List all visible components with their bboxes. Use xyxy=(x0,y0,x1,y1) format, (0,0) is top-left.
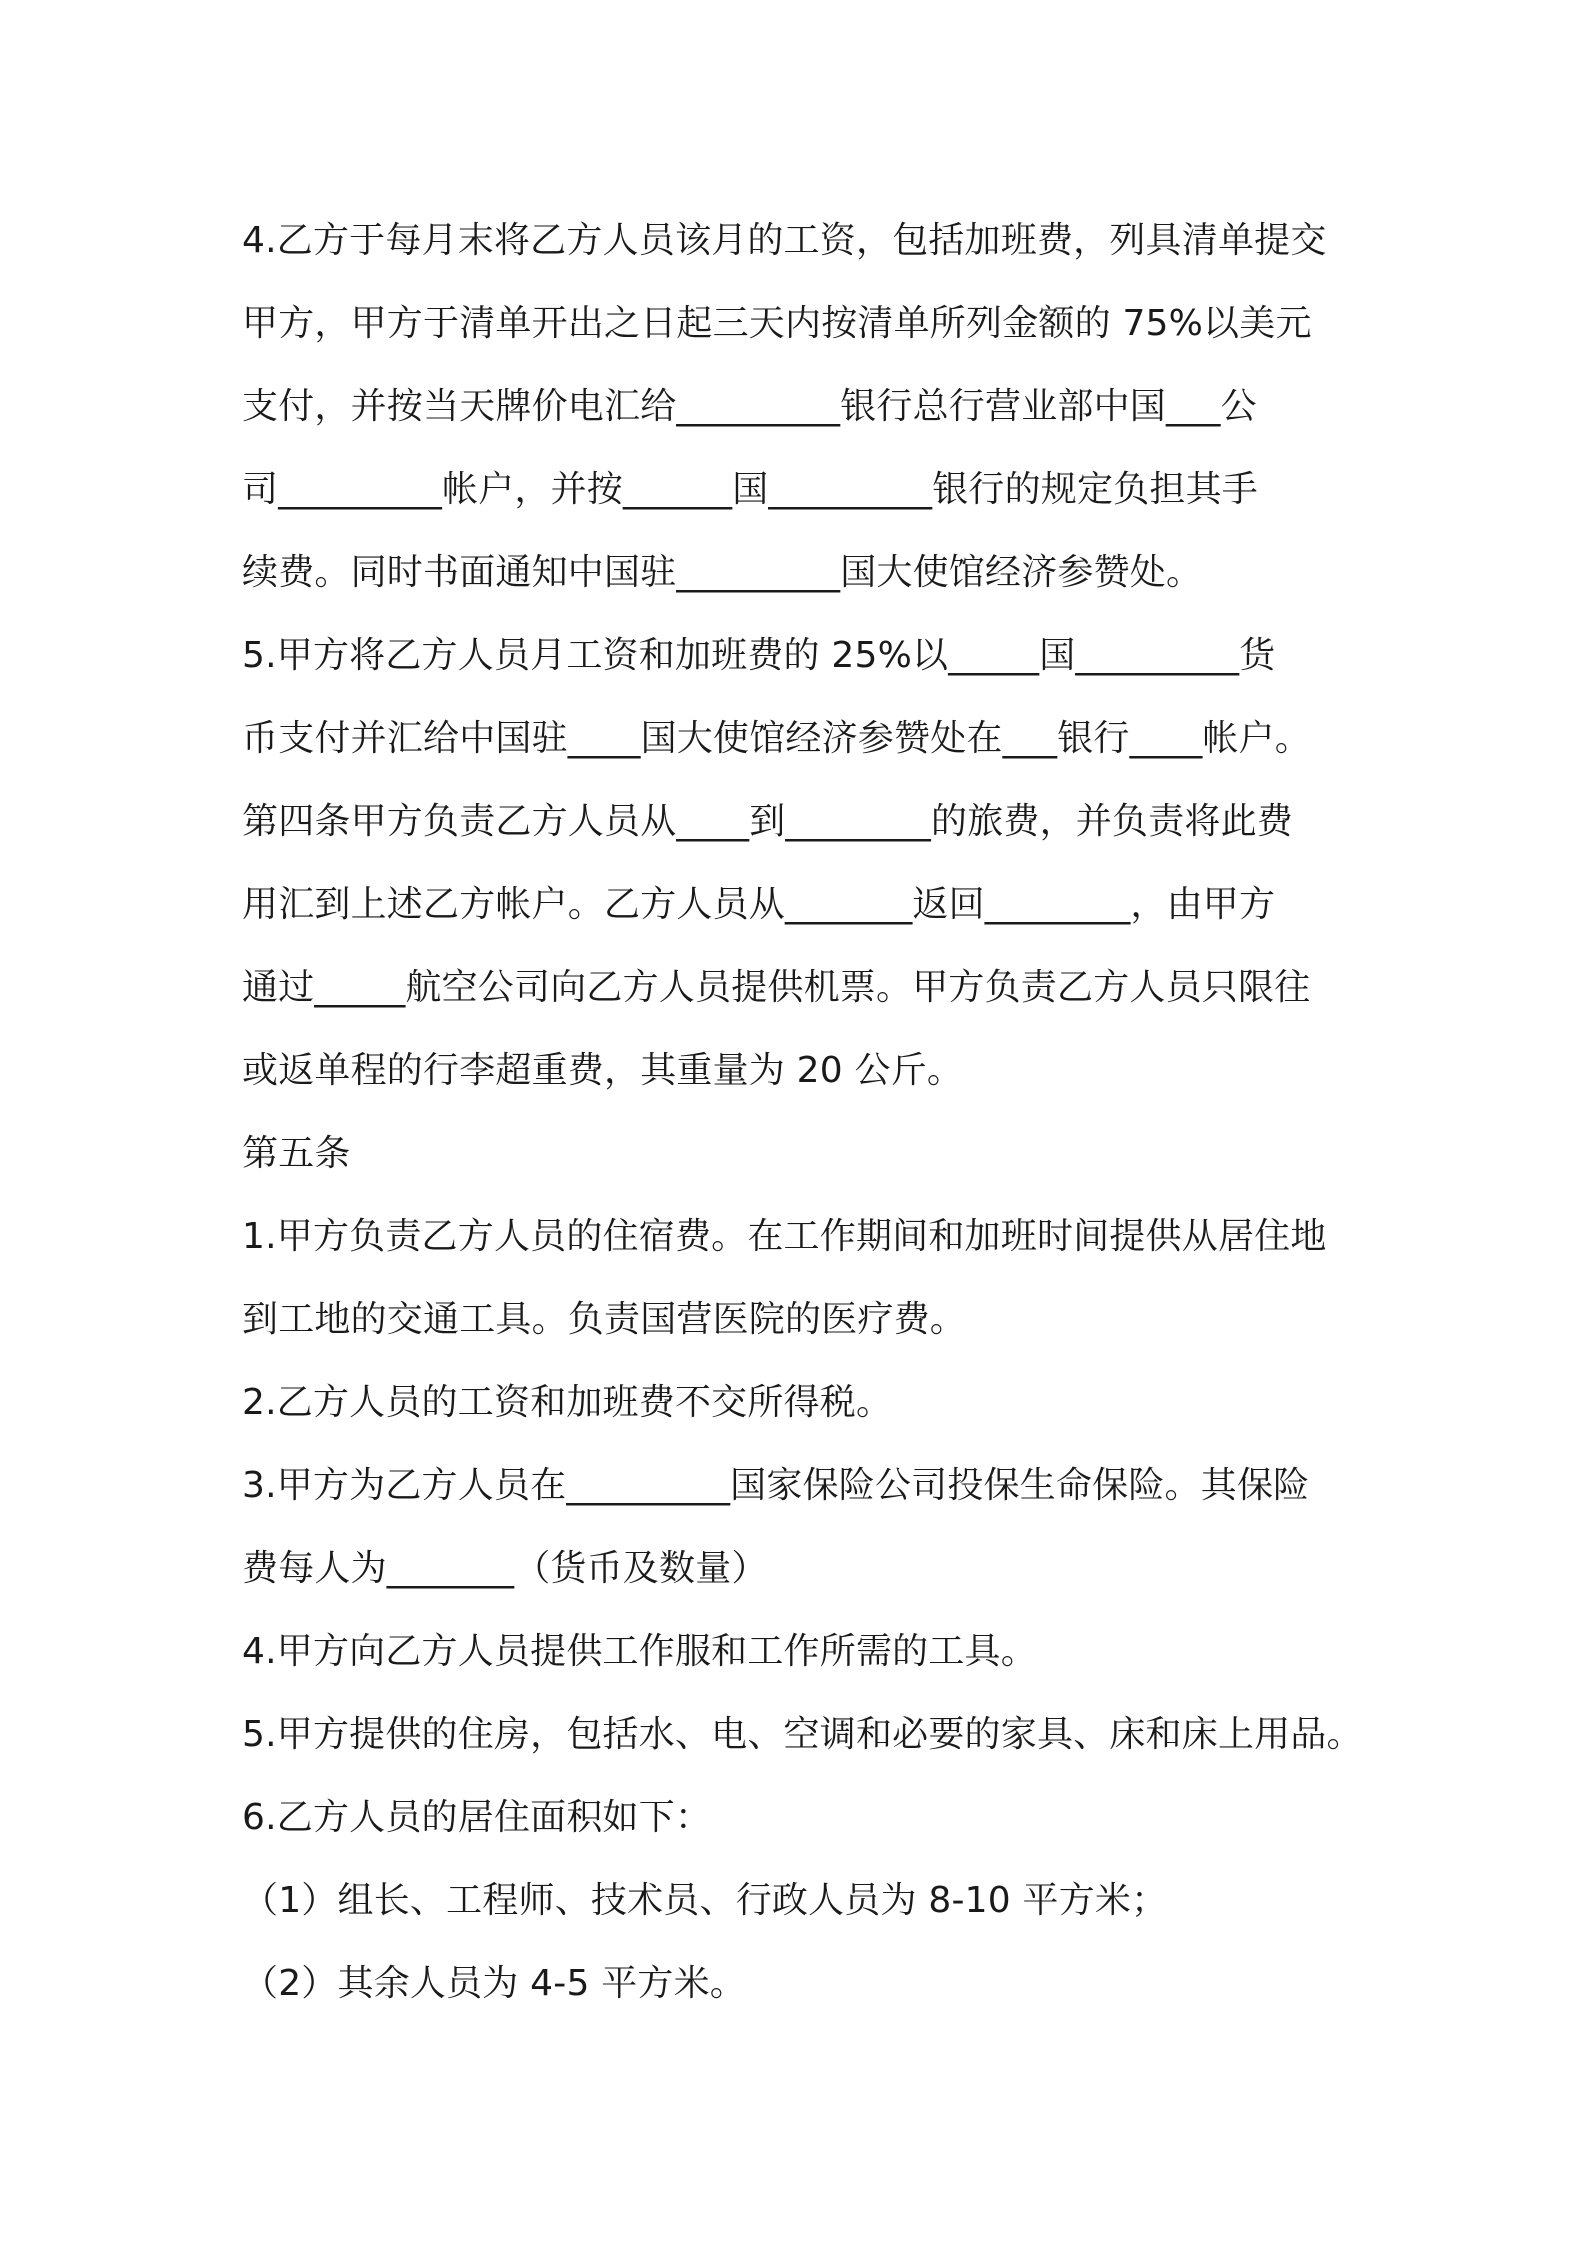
text-line: 第五条 xyxy=(242,1133,351,1174)
paragraph-clause4 xyxy=(242,780,1362,1112)
text-line: 5.甲方将乙方人员月工资和加班费的 25%以_____国_________货 xyxy=(242,635,1276,676)
paragraph-clause5-item4 xyxy=(242,1610,1362,1693)
paragraph-clause5-item1 xyxy=(242,1195,1362,1361)
text-line: 或返单程的行李超重费，其重量为 20 公斤。 xyxy=(242,1050,964,1091)
paragraph-clause5-item3 xyxy=(242,1444,1362,1610)
text-line: 6.乙方人员的居住面积如下： xyxy=(242,1797,712,1838)
text-line: （1）组长、工程师、技术员、行政人员为 8-10 平方米； xyxy=(242,1880,1168,1921)
paragraph-clause5-item6 xyxy=(242,1776,1362,1859)
text-line: 费每人为_______（货币及数量） xyxy=(242,1548,768,1589)
paragraph-clause5-item2 xyxy=(242,1361,1362,1444)
text-line: 5.甲方提供的住房，包括水、电、空调和必要的家具、床和床上用品。 xyxy=(242,1714,1363,1755)
text-line: 4.甲方向乙方人员提供工作服和工作所需的工具。 xyxy=(242,1631,1037,1672)
text-line: 支付，并按当天牌价电汇给_________银行总行营业部中国___公 xyxy=(242,386,1257,427)
text-line: 用汇到上述乙方帐户。乙方人员从_______返回________，由甲方 xyxy=(242,884,1276,925)
paragraph-clause3-item5 xyxy=(242,614,1362,780)
text-line: 到工地的交通工具。负责国营医院的医疗费。 xyxy=(242,1299,967,1340)
text-line: 币支付并汇给中国驻____国大使馆经济参赞处在___银行____帐户。 xyxy=(242,718,1312,759)
paragraph-clause3-item4 xyxy=(242,199,1362,614)
text-line: （2）其余人员为 4-5 平方米。 xyxy=(242,1963,746,2004)
text-line: 甲方，甲方于清单开出之日起三天内按清单所列金额的 75%以美元 xyxy=(242,303,1312,344)
paragraph-clause5-item5 xyxy=(242,1693,1362,1776)
text-line: 续费。同时书面通知中国驻_________国大使馆经济参赞处。 xyxy=(242,552,1203,593)
text-line: 3.甲方为乙方人员在_________国家保险公司投保生命保险。其保险 xyxy=(242,1465,1310,1506)
text-line: 司_________帐户，并按______国_________银行的规定负担其手 xyxy=(242,469,1259,510)
text-line: 2.乙方人员的工资和加班费不交所得税。 xyxy=(242,1382,893,1423)
paragraph-clause5-item6-sub2 xyxy=(242,1942,1362,2025)
text-line: 1.甲方负责乙方人员的住宿费。在工作期间和加班时间提供从居住地 xyxy=(242,1216,1327,1257)
text-line: 通过_____航空公司向乙方人员提供机票。甲方负责乙方人员只限往 xyxy=(242,967,1311,1008)
document-body xyxy=(242,199,1362,2025)
text-line: 第四条甲方负责乙方人员从____到________的旅费，并负责将此费 xyxy=(242,801,1294,842)
clause5-heading xyxy=(242,1112,1362,1195)
text-line: 4.乙方于每月末将乙方人员该月的工资，包括加班费，列具清单提交 xyxy=(242,220,1327,261)
paragraph-clause5-item6-sub1 xyxy=(242,1859,1362,1942)
